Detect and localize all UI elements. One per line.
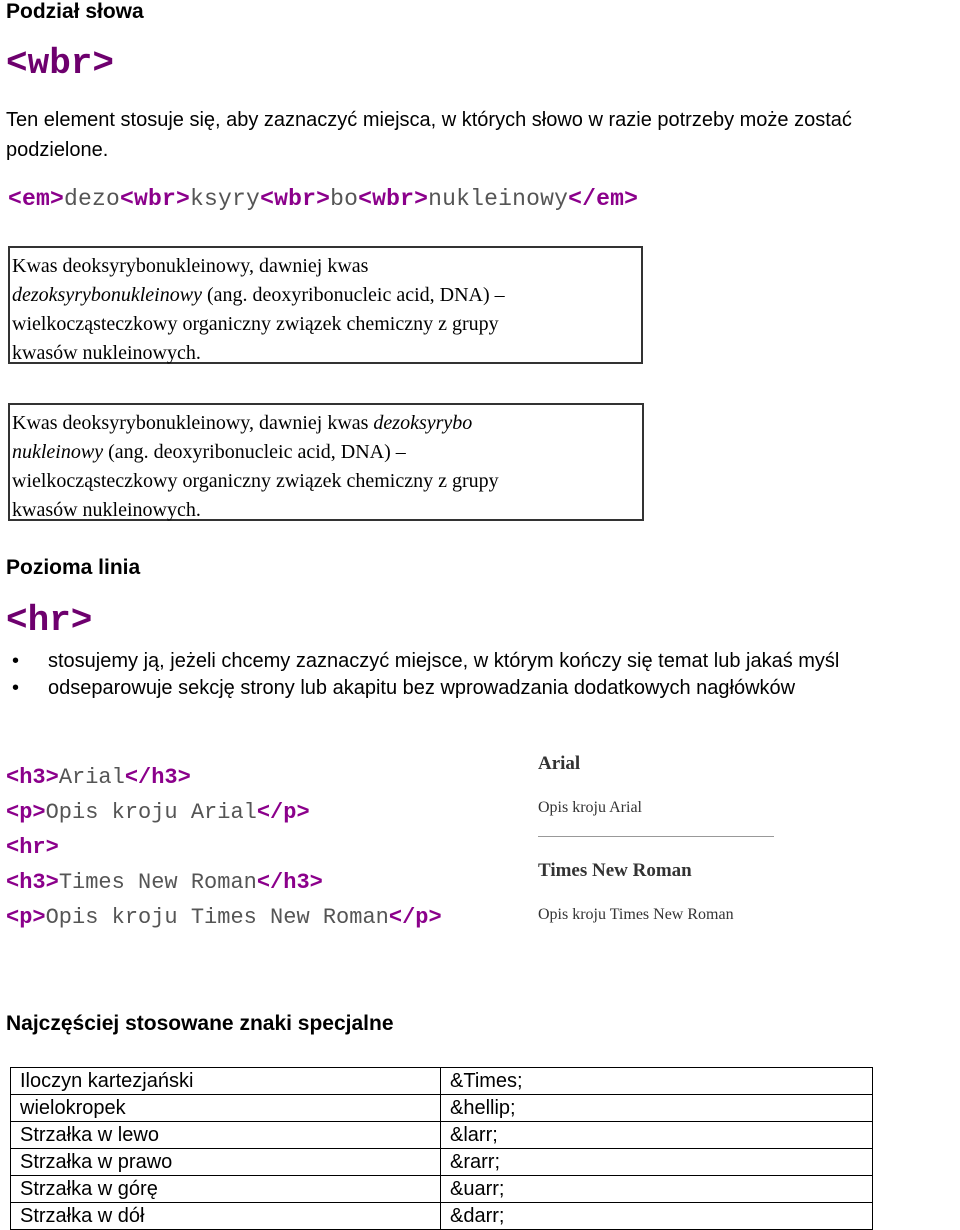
table-row [11, 1095, 873, 1122]
wbr-example-box-2 [8, 403, 644, 521]
code-tag: </h3> [124, 765, 191, 790]
preview-heading-arial: Arial [538, 753, 581, 774]
char-name-cell: Strzałka w lewo [11, 1122, 441, 1149]
table-row [11, 1122, 873, 1149]
table-row [11, 1149, 873, 1176]
example-text: (ang. deoxyribonucleic acid, DNA) – [201, 284, 505, 306]
code-em-open: <em> [8, 186, 65, 212]
code-line [6, 865, 442, 900]
code-tag: <h3> [6, 765, 59, 790]
example-line [12, 438, 642, 467]
hr-heading: Pozioma linia [6, 556, 141, 579]
example-italic: dezoksyrybo [373, 412, 473, 434]
example-line: kwasów nukleinowych. [12, 342, 201, 364]
hr-tag-image: <hr> [6, 600, 93, 641]
example-text: (ang. deoxyribonucleic acid, DNA) – [103, 441, 406, 463]
code-line [6, 830, 442, 865]
code-tag: <h3> [6, 870, 59, 895]
special-chars-body [11, 1068, 873, 1230]
char-name-cell: Strzałka w prawo [11, 1149, 441, 1176]
char-code-cell: &darr; [441, 1203, 873, 1230]
hr-code-example [6, 760, 442, 935]
code-part: nukleinowy [428, 186, 569, 212]
char-name-cell: Strzałka w górę [11, 1176, 441, 1203]
list-item: • stosujemy ją, jeżeli chcemy zaznaczyć miejsce, w którym kończy się temat lub jakaś myśl [6, 648, 839, 675]
example-line: wielkocząsteczkowy organiczny związek chemiczny z grupy [12, 470, 499, 492]
example-line [12, 409, 642, 438]
code-text: Opis kroju Arial [45, 800, 257, 825]
wbr-heading: Podział słowa [6, 0, 144, 23]
example-line: Kwas deoksyrybonukleinowy, dawniej kwas [12, 255, 369, 277]
table-row [11, 1203, 873, 1230]
special-chars-table [10, 1067, 873, 1230]
code-tag: <hr> [6, 835, 59, 860]
code-part: dezo [64, 186, 121, 212]
char-code-cell: &uarr; [441, 1176, 873, 1203]
wbr-description: Ten element stosuje się, aby zaznaczyć miejsca, w których słowo w razie potrzeby może zostać podzielone. [6, 109, 852, 161]
code-line [6, 795, 442, 830]
example-line [12, 281, 641, 310]
table-row [11, 1068, 873, 1095]
code-em-close: </em> [568, 186, 639, 212]
code-tag: <p> [6, 905, 46, 930]
code-wbr: <wbr> [260, 186, 331, 212]
code-wbr: <wbr> [358, 186, 429, 212]
hr-bullet-list [6, 648, 839, 702]
code-tag: <p> [6, 800, 46, 825]
preview-horizontal-rule [538, 836, 774, 837]
code-wbr: <wbr> [120, 186, 191, 212]
char-code-cell: &hellip; [441, 1095, 873, 1122]
wbr-example-box-1 [8, 246, 643, 364]
code-part: bo [330, 186, 359, 212]
wbr-tag-image: <wbr> [6, 43, 115, 84]
char-name-cell: Strzałka w dół [11, 1203, 441, 1230]
example-italic: nukleinowy [12, 441, 104, 463]
example-line: kwasów nukleinowych. [12, 499, 201, 521]
preview-paragraph-times: Opis kroju Times New Roman [538, 906, 734, 923]
code-tag: </p> [388, 905, 442, 930]
code-tag: </p> [256, 800, 310, 825]
special-heading: Najczęściej stosowane znaki specjalne [6, 1012, 394, 1035]
char-name-cell: wielokropek [11, 1095, 441, 1122]
char-code-cell: &rarr; [441, 1149, 873, 1176]
hr-preview [538, 752, 798, 925]
code-tag: </h3> [256, 870, 323, 895]
code-line [6, 900, 442, 935]
code-line [6, 760, 442, 795]
list-item: • odseparowuje sekcję strony lub akapitu bez wprowadzania dodatkowych nagłówków [6, 675, 839, 702]
char-code-cell: &larr; [441, 1122, 873, 1149]
code-part: ksyry [190, 186, 261, 212]
example-line: wielkocząsteczkowy organiczny związek chemiczny z grupy [12, 313, 499, 335]
example-italic: dezoksyrybonukleinowy [12, 284, 202, 306]
code-text: Arial [58, 765, 125, 790]
wbr-code-example [8, 186, 638, 212]
table-row [11, 1176, 873, 1203]
code-text: Times New Roman [58, 870, 257, 895]
preview-heading-times: Times New Roman [538, 860, 692, 881]
example-text: Kwas deoksyrybonukleinowy, dawniej kwas [12, 412, 374, 434]
preview-paragraph-arial: Opis kroju Arial [538, 799, 642, 816]
char-name-cell: Iloczyn kartezjański [11, 1068, 441, 1095]
code-text: Opis kroju Times New Roman [45, 905, 389, 930]
char-code-cell: &Times; [441, 1068, 873, 1095]
